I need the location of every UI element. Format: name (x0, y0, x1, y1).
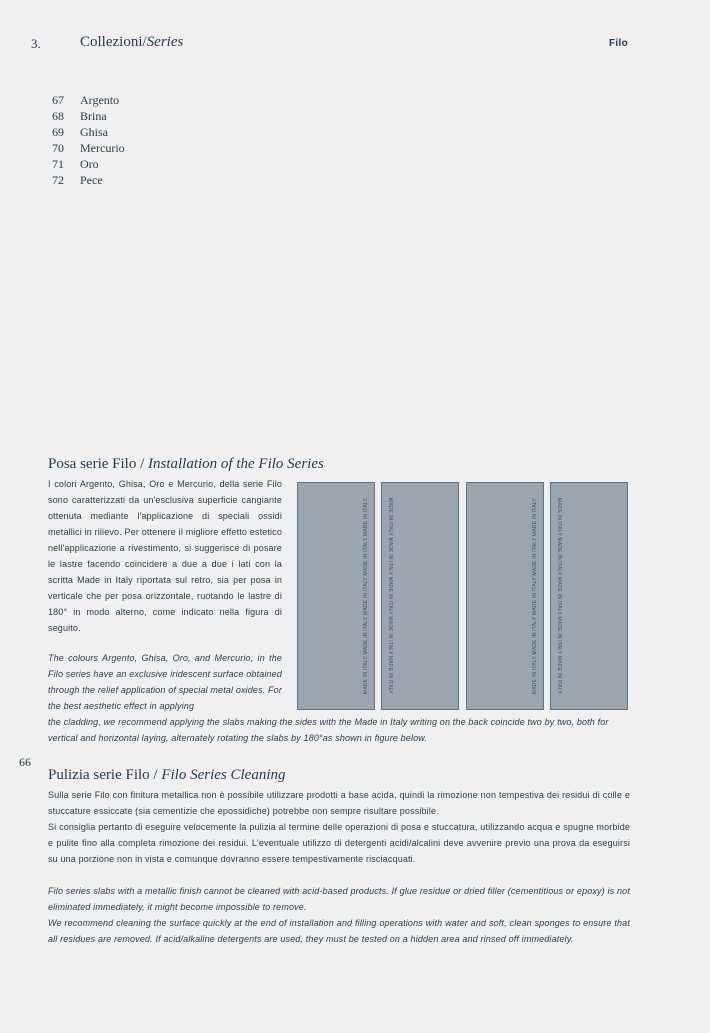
made-in-italy-label: MADE IN ITALY MADE IN ITALY MADE IN ITALY MADE IN ITALY MADE IN ITALY (387, 498, 393, 694)
installation-title-en: Installation of the Filo Series (148, 456, 324, 472)
slab (550, 482, 628, 710)
installation-heading (48, 456, 324, 473)
color-name: Mercurio (80, 141, 125, 155)
list-item[interactable] (44, 156, 244, 172)
page-ref: 71 (52, 157, 64, 171)
list-item[interactable] (44, 172, 244, 188)
chapter-title-it: Collezioni/ (80, 34, 147, 50)
page-number: 66 (19, 755, 31, 769)
slab-layout-figure (297, 482, 629, 710)
installation-text-en-part1: The colours Argento, Ghisa, Oro, and Mercurio, in the Filo series have an exclusive iridescent surface obtained through the relief application of special metal oxides. For the best aesthetic effect in applying (48, 653, 282, 711)
color-name: Argento (80, 93, 120, 107)
installation-text-en-part2: the cladding, we recommend applying the slabs making the sides with the Made in Italy writing on the back coincide two by two, both for vertical and horizontal laying, alternately rotating the slabs by 180°as shown in figure below. (48, 717, 609, 743)
color-index-list (44, 92, 244, 188)
made-in-italy-label: MADE IN ITALY MADE IN ITALY MADE IN ITALY MADE IN ITALY MADE IN ITALY (363, 498, 369, 694)
slab (381, 482, 459, 710)
slab (297, 482, 375, 710)
color-name: Pece (80, 173, 103, 187)
color-name: Oro (80, 157, 99, 171)
page-ref: 68 (52, 109, 64, 123)
page-ref: 70 (52, 141, 64, 155)
chapter-title (80, 34, 183, 51)
cleaning-text (48, 787, 630, 947)
slab (466, 482, 544, 710)
cleaning-paragraph-en: Filo series slabs with a metallic finish cannot be cleaned with acid-based products. If glue residue or dried filler (cementitious or epoxy) is not eliminated immediately, it might become impossible to remove. (48, 886, 630, 912)
made-in-italy-label: MADE IN ITALY MADE IN ITALY MADE IN ITALY MADE IN ITALY MADE IN ITALY (556, 498, 562, 694)
color-name: Ghisa (80, 125, 108, 139)
list-item[interactable] (44, 108, 244, 124)
installation-text-it: I colori Argento, Ghisa, Oro e Mercurio, della serie Filo sono caratterizzati da un'esclusiva superficie cangiante ottenuta mediante l'applicazione di speciali ossidi metallici in rilievo. Per ottenere il migliore effetto estetico nell'applicazione a rivestimento, si suggerisce di posare le lastre facendo coincidere a due a due i lati con la scritta Made in Italy riportata sul retro, sia per posa in verticale che per posa orizzontale, ruotando le lastre di 180° in modo alterno, come indicato nella figura di seguito. (48, 479, 282, 633)
installation-title-it: Posa serie Filo / (48, 456, 148, 472)
cleaning-title-it: Pulizia serie Filo / (48, 767, 162, 783)
page-ref: 72 (52, 173, 64, 187)
color-name: Brina (80, 109, 107, 123)
page-ref: 67 (52, 93, 64, 107)
chapter-title-en: Series (146, 34, 184, 50)
cleaning-title-en: Filo Series Cleaning (161, 767, 286, 783)
cleaning-paragraph-it: Si consiglia pertanto di eseguire velocemente la pulizia al termine delle operazioni di posa e stuccatura, utilizzando acqua e spugne morbide e pulite fino alla completa rimozione dei residui. L'eventuale utilizzo di detergenti acidi/alcalini deve avvenire previo una prova da eseguirsi su una porzione non in vista e comunque dovranno essere tempestivamente risciacquati. (48, 822, 630, 864)
list-item[interactable] (44, 140, 244, 156)
cleaning-heading (48, 767, 285, 784)
list-item[interactable] (44, 92, 244, 108)
page-ref: 69 (52, 125, 64, 139)
chapter-number: 3. (31, 36, 41, 51)
made-in-italy-label: MADE IN ITALY MADE IN ITALY MADE IN ITALY MADE IN ITALY MADE IN ITALY (532, 498, 538, 694)
cleaning-paragraph-it: Sulla serie Filo con finitura metallica non è possibile utilizzare prodotti a base acida, quindi la rimozione non tempestiva dei residui di colle e stuccature essiccate (sia cementizie che epossidiche) potrebbe non sempre risultare possibile. (48, 790, 630, 816)
series-name: Filo (609, 38, 628, 49)
cleaning-paragraph-en: We recommend cleaning the surface quickly at the end of installation and filling operations with water and soft, clean sponges to ensure that all residues are removed. If acid/alkaline detergents are used, they must be tested on a hidden area and rinsed off immediately. (48, 918, 630, 944)
list-item[interactable] (44, 124, 244, 140)
